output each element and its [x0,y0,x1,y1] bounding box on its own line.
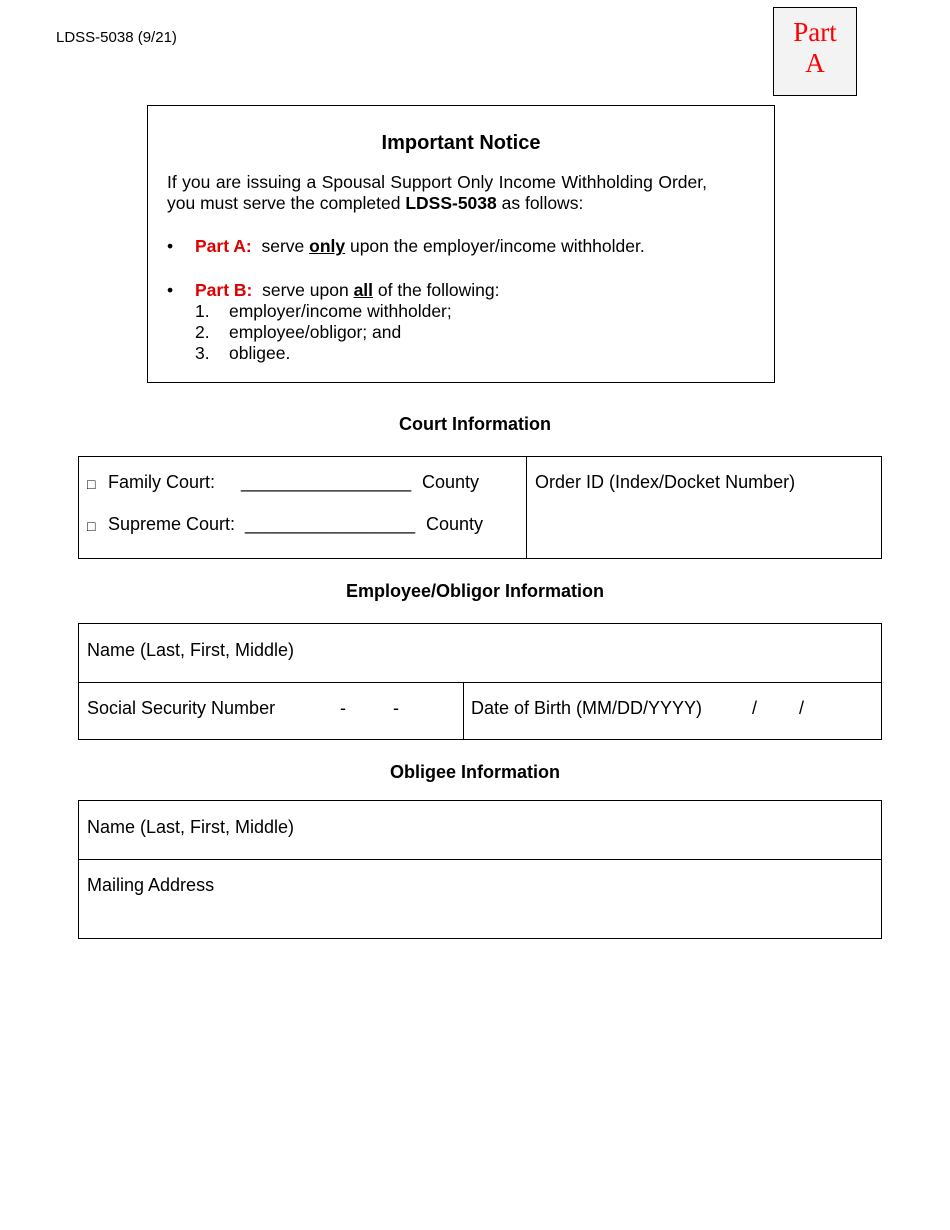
ssn-separator: - [340,698,346,718]
form-code: LDSS-5038 (9/21) [56,29,177,46]
court-information-heading: Court Information [399,414,551,434]
part-b-label: Part B: [195,280,253,300]
family-court-label: Family Court: [108,472,216,492]
list-item-number: 1. [195,301,210,321]
part-badge-line1: Part [793,17,837,47]
part-a-text-before: serve [261,236,310,256]
ssn-field[interactable]: Social Security Number [87,698,276,718]
list-item-text: employer/income withholder; [229,301,452,321]
part-b-text-after: of the following: [373,280,500,300]
employee-information-table [78,623,882,740]
part-b-text-before: serve upon [262,280,354,300]
dob-separator: / [752,698,758,718]
supreme-court-checkbox[interactable]: □ [87,518,96,534]
part-badge [773,7,857,96]
employee-name-field[interactable]: Name (Last, First, Middle) [87,640,295,660]
part-a-text-after: upon the employer/income withholder. [345,236,645,256]
supreme-court-county-label: County [426,514,484,534]
mailing-address-field[interactable]: Mailing Address [87,875,215,895]
list-item-number: 2. [195,322,210,342]
list-item-number: 3. [195,343,210,363]
important-notice-box [147,105,775,383]
ssn-separator: - [393,698,399,718]
order-id-field[interactable]: Order ID (Index/Docket Number) [535,472,796,492]
obligee-name-field[interactable]: Name (Last, First, Middle) [87,817,295,837]
column-divider [463,682,464,739]
row-divider [79,682,881,683]
family-court-checkbox[interactable]: □ [87,476,96,492]
family-court-county-field[interactable]: _________________ [241,472,412,492]
supreme-court-county-field[interactable]: _________________ [245,514,416,534]
family-court-county-label: County [422,472,480,492]
part-badge-line2: A [805,48,825,78]
column-divider [526,457,527,558]
bullet-icon: • [167,280,174,300]
dob-separator: / [799,698,805,718]
list-item-text: obligee. [229,343,291,363]
part-a-emphasis: only [309,236,346,256]
notice-intro-end: as follows: [496,193,584,213]
date-of-birth-field[interactable]: Date of Birth (MM/DD/YYYY) [471,698,703,718]
obligee-information-table [78,800,882,939]
notice-form-code: LDSS-5038 [405,193,497,213]
list-item-text: employee/obligor; and [229,322,402,342]
supreme-court-label: Supreme Court: [108,514,236,534]
part-a-label: Part A: [195,236,252,256]
court-information-table [78,456,882,559]
notice-intro [167,172,707,214]
obligee-information-heading: Obligee Information [389,762,560,782]
part-b-emphasis: all [353,280,374,300]
notice-intro-text: If you are issuing a Spousal Support Only Income Withholding Order, you must serve the completed [167,172,707,213]
notice-title: Important Notice [381,132,541,154]
bullet-icon: • [167,236,174,256]
employee-information-heading: Employee/Obligor Information [345,581,605,601]
row-divider [79,859,881,860]
